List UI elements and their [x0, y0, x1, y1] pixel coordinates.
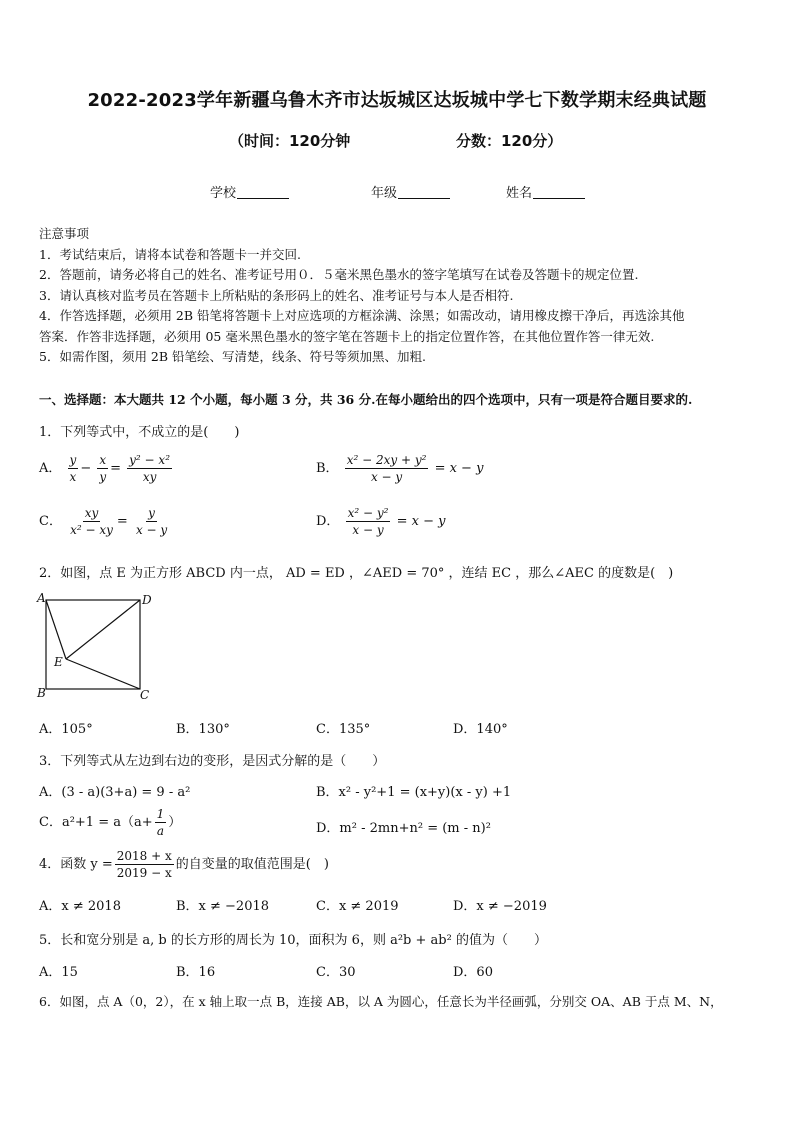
- note-item: 1．考试结束后，请将本试卷和答题卡一并交回.: [39, 246, 301, 262]
- q1-b-label: B．: [316, 461, 339, 476]
- square-abcd: [46, 600, 140, 689]
- grade-blank[interactable]: [398, 186, 450, 199]
- q1-a-frac3: $\frac{\text{y² − x²}}{xy}$: [129, 453, 171, 484]
- grade-label: 年级: [371, 186, 398, 201]
- q2-option-c[interactable]: C．135°: [316, 722, 371, 737]
- school-label: 学校: [210, 186, 237, 201]
- segment-ec: [66, 659, 140, 689]
- q5-option-a[interactable]: A．15: [39, 965, 78, 980]
- name-label: 姓名: [506, 186, 533, 201]
- q1-a-label: A．: [39, 461, 62, 476]
- notes-section: [39, 224, 759, 368]
- q4-stem: [39, 848, 329, 881]
- name-field[interactable]: [506, 182, 585, 201]
- segment-ae: [46, 600, 66, 659]
- q2-option-b[interactable]: B．130°: [176, 722, 230, 737]
- q1-b-rhs: = x − y: [434, 461, 484, 476]
- q1-option-d[interactable]: [316, 505, 445, 538]
- q5-option-b[interactable]: B．16: [176, 965, 216, 980]
- q5-option-c[interactable]: C．30: [316, 965, 356, 980]
- section-heading: 一、选择题：本大题共 12 个小题，每小题 3 分，共 36 分.在每小题给出的四个选项中，只有一项是符合题目要求的.: [39, 392, 693, 407]
- q1-b-frac: $\frac{\text{x² − 2xy + y²}}{x - y}$: [346, 453, 427, 484]
- time-label: （时间：120分钟: [229, 132, 351, 150]
- q1-d-rhs: = x − y: [396, 514, 446, 529]
- q3-c-pre: C．a²+1 = a（a+: [39, 815, 153, 830]
- q1-d-frac: $\frac{\text{x² − y²}}{x - y}$: [347, 506, 389, 537]
- name-blank[interactable]: [533, 186, 585, 199]
- q2-option-d[interactable]: D．140°: [453, 722, 508, 737]
- note-item: 4．作答选择题，必须用 2B 铅笔将答题卡上对应选项的方框涂满、涂黑；如需改动，请用橡皮擦干净后，再选涂其他: [39, 308, 685, 323]
- q1-c-frac1: $\frac{xy}{\text{x² − xy}}$: [70, 506, 113, 537]
- q5-stem: 5．长和宽分别是 a, b 的长方形的周长为 10，面积为 6，则 a²b + ab² 的值为（ ）: [39, 933, 547, 948]
- q1-c-frac2: $\frac{y}{x - y}$: [135, 506, 168, 537]
- q1-c-label: C．: [39, 514, 62, 529]
- q3-stem: 3．下列等式从左边到右边的变形，是因式分解的是（ ）: [39, 754, 386, 769]
- q4-frac: $\frac{2018 + x}{2019 - x}$: [116, 849, 172, 880]
- label-d: D: [142, 593, 152, 607]
- note-item: 3．请认真核对监考员在答题卡上所粘贴的条形码上的姓名、准考证号与本人是否相符.: [39, 287, 514, 303]
- q1-d-label: D．: [316, 514, 340, 529]
- q4-option-d[interactable]: D．x ≠ −2019: [453, 899, 547, 914]
- exam-title: 2022-2023学年新疆乌鲁木齐市达坂城区达坂城中学七下数学期末经典试题: [87, 90, 707, 111]
- segment-de: [66, 600, 140, 659]
- q1-a-frac1: $\frac{y}{x}$: [69, 453, 77, 484]
- q4-post: 的自变量的取值范围是( ): [175, 857, 329, 872]
- q1-option-b[interactable]: [316, 452, 483, 485]
- q1-stem: 1．下列等式中，不成立的是( ): [39, 425, 240, 440]
- note-item: 5．如需作图，须用 2B 铅笔绘、写清楚，线条、符号等须加黑、加粗.: [39, 349, 427, 364]
- label-e: E: [54, 655, 63, 669]
- q3-option-c[interactable]: [39, 806, 181, 839]
- label-b: B: [37, 686, 46, 700]
- label-c: C: [140, 688, 150, 700]
- q4-option-b[interactable]: B．x ≠ −2018: [176, 899, 270, 914]
- q1-option-a[interactable]: A． $\frac{y}{x}$ − $\frac{x}{y}$ = $\frac{\text{y² − x²}}{xy}$: [39, 453, 171, 484]
- q4-option-c[interactable]: C．x ≠ 2019: [316, 899, 399, 914]
- notes-heading: 注意事项: [39, 226, 90, 241]
- q2-stem: 2．如图，点 E 为正方形 ABCD 内一点， AD = ED ，∠AED = 70° ，连结 EC ，那么∠AEC 的度数是( ): [39, 566, 674, 581]
- score-label: 分数：120分）: [456, 132, 563, 150]
- q1-a-frac2: $\frac{x}{y}$: [99, 453, 107, 484]
- q1-option-c[interactable]: C． $\frac{xy}{\text{x² − xy}}$ = $\frac{y}{x - y}$: [39, 506, 168, 537]
- school-field[interactable]: [210, 182, 289, 201]
- note-item: 答案．作答非选择题，必须用 05 毫米黑色墨水的签字笔在答题卡上的指定位置作答，在其他位置作答一律无效.: [39, 328, 655, 344]
- q3-c-frac: $\frac{1}{a}$: [156, 807, 165, 838]
- q2-square-figure: [34, 588, 164, 700]
- q3-option-d[interactable]: D．m² - 2mn+n² = (m - n)²: [316, 821, 491, 836]
- q5-option-d[interactable]: D．60: [453, 965, 493, 980]
- grade-field[interactable]: [371, 182, 450, 201]
- label-a: A: [37, 591, 46, 605]
- q3-option-a[interactable]: A．(3 - a)(3+a) = 9 - a²: [39, 785, 191, 800]
- q3-c-post: ）: [168, 815, 182, 830]
- note-item: 2．答题前，请务必将自己的姓名、准考证号用０．５毫米黑色墨水的签字笔填写在试卷及答题卡的规定位置.: [39, 267, 639, 282]
- q4-option-a[interactable]: A．x ≠ 2018: [39, 899, 121, 914]
- q2-option-a[interactable]: A．105°: [39, 722, 93, 737]
- q4-pre: 4．函数 y =: [39, 857, 113, 872]
- school-blank[interactable]: [237, 186, 289, 199]
- q3-option-b[interactable]: B．x² - y²+1 = (x+y)(x - y) +1: [316, 785, 512, 800]
- q6-stem: 6．如图，点 A（0，2），在 x 轴上取一点 B，连接 AB，以 A 为圆心，任意长为半径画弧，分别交 OA、AB 于点 M、N，: [39, 994, 723, 1009]
